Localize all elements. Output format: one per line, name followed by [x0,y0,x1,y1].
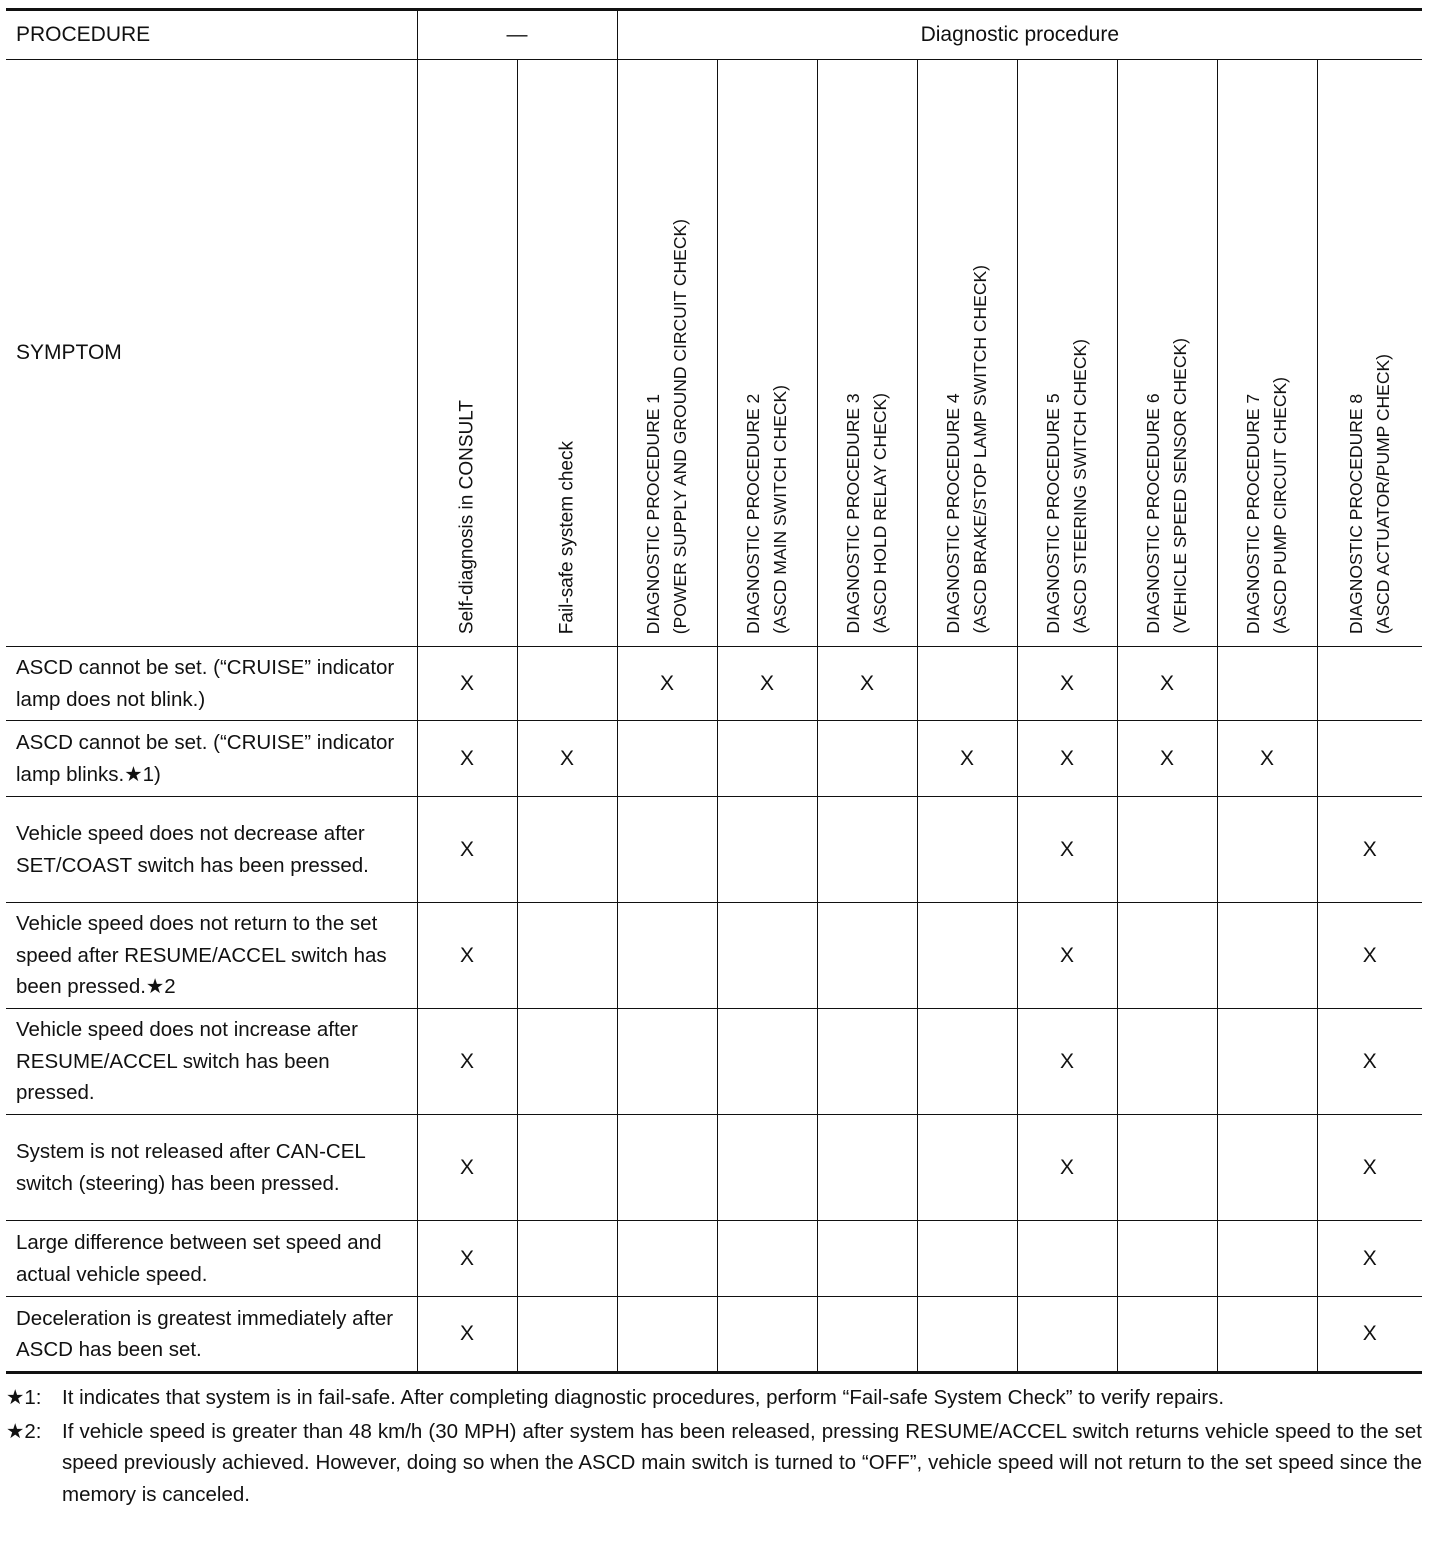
check-mark-cell [1017,1221,1117,1297]
procedure-dash: — [417,10,617,60]
check-mark-cell [517,1115,617,1221]
column-header-label: DIAGNOSTIC PROCEDURE 2 (ASCD MAIN SWITCH CHECK) [743,385,790,634]
check-mark-cell: X [1117,647,1217,721]
column-header-label: DIAGNOSTIC PROCEDURE 5 (ASCD STEERING SWITCH CHECK) [1043,339,1090,634]
column-header-2 [517,60,617,647]
check-mark-cell [1217,903,1317,1009]
check-mark-cell [817,1297,917,1373]
check-mark-cell [1117,1009,1217,1115]
check-mark-cell: X [1017,647,1117,721]
table-row [6,721,1422,797]
check-mark-cell [1017,1297,1117,1373]
check-mark-cell [917,797,1017,903]
check-mark-cell: X [1017,721,1117,797]
check-mark-cell: X [417,1297,517,1373]
footnote-text: If vehicle speed is greater than 48 km/h (30 MPH) after system has been released, pressing RESUME/ACCEL switch returns vehicle speed to the set speed previously achieved. However, doing so when the ASCD main switch is turned to “OFF”, vehicle speed will not return to the set speed since the memory is canceled. [62,1419,1422,1506]
procedure-label: PROCEDURE [6,10,417,60]
column-header-1 [417,60,517,647]
check-mark-cell [1317,721,1422,797]
check-mark-cell [1117,903,1217,1009]
check-mark-cell [717,721,817,797]
check-mark-cell [817,1221,917,1297]
column-header-label: DIAGNOSTIC PROCEDURE 3 (ASCD HOLD RELAY CHECK) [843,393,890,634]
footnote-text: It indicates that system is in fail-safe. After completing diagnostic procedures, perform “Fail-safe System Check” to verify repairs. [62,1386,1225,1409]
table-row [6,1297,1422,1373]
table-row [6,903,1422,1009]
check-mark-cell [717,1009,817,1115]
check-mark-cell: X [1317,1221,1422,1297]
table-row [6,1221,1422,1297]
check-mark-cell [1217,1297,1317,1373]
check-mark-cell [917,647,1017,721]
check-mark-cell: X [1217,721,1317,797]
symptom-cell: System is not released after CAN-CEL switch (steering) has been pressed. [6,1115,417,1221]
check-mark-cell [1117,1297,1217,1373]
check-mark-cell [717,903,817,1009]
check-mark-cell [617,721,717,797]
check-mark-cell [817,903,917,1009]
check-mark-cell: X [1317,903,1422,1009]
check-mark-cell [1217,1009,1317,1115]
check-mark-cell: X [417,797,517,903]
symptom-cell: ASCD cannot be set. (“CRUISE” indicator lamp does not blink.) [6,647,417,721]
check-mark-cell [917,1297,1017,1373]
check-mark-cell: X [417,903,517,1009]
symptom-cell: Large difference between set speed and actual vehicle speed. [6,1221,417,1297]
column-header-3 [617,60,717,647]
check-mark-cell: X [1317,797,1422,903]
check-mark-cell: X [717,647,817,721]
check-mark-cell [517,647,617,721]
column-header-10 [1317,60,1422,647]
check-mark-cell [1217,797,1317,903]
symptom-procedure-table [6,8,1422,1374]
check-mark-cell: X [817,647,917,721]
column-header-label: DIAGNOSTIC PROCEDURE 1 (POWER SUPPLY AND GROUND CIRCUIT CHECK) [643,218,690,634]
symptom-cell: Vehicle speed does not decrease after SET/COAST switch has been pressed. [6,797,417,903]
check-mark-cell [617,1297,717,1373]
check-mark-cell [617,797,717,903]
check-mark-cell [1117,1115,1217,1221]
column-header-4 [717,60,817,647]
check-mark-cell [1317,647,1422,721]
check-mark-cell [1117,1221,1217,1297]
table-row [6,1115,1422,1221]
check-mark-cell: X [417,1115,517,1221]
check-mark-cell: X [417,721,517,797]
column-header-8 [1117,60,1217,647]
check-mark-cell [517,797,617,903]
check-mark-cell [817,721,917,797]
symptom-cell: Vehicle speed does not increase after RESUME/ACCEL switch has been pressed. [6,1009,417,1115]
check-mark-cell [1217,1115,1317,1221]
table-row [6,797,1422,903]
check-mark-cell: X [1017,1009,1117,1115]
check-mark-cell: X [417,1221,517,1297]
check-mark-cell [1117,797,1217,903]
check-mark-cell [717,1297,817,1373]
check-mark-cell [917,1221,1017,1297]
check-mark-cell: X [1017,1115,1117,1221]
column-header-5 [817,60,917,647]
check-mark-cell: X [1017,797,1117,903]
header-row-procedure [6,10,1422,60]
symptom-label: SYMPTOM [6,60,417,647]
symptom-cell: Deceleration is greatest immediately after ASCD has been set. [6,1297,417,1373]
table-row [6,1009,1422,1115]
footnote-marker: ★1: [6,1386,42,1409]
symptom-cell: Vehicle speed does not return to the set speed after RESUME/ACCEL switch has been pressed.★2 [6,903,417,1009]
check-mark-cell [817,797,917,903]
footnote [6,1416,1422,1511]
check-mark-cell [717,797,817,903]
symptom-cell: ASCD cannot be set. (“CRUISE” indicator lamp blinks.★1) [6,721,417,797]
check-mark-cell: X [617,647,717,721]
check-mark-cell [1217,1221,1317,1297]
check-mark-cell: X [517,721,617,797]
check-mark-cell: X [917,721,1017,797]
column-header-6 [917,60,1017,647]
check-mark-cell [517,1297,617,1373]
column-header-label: Self-diagnosis in CONSULT [456,399,478,634]
diagnostic-procedure-label: Diagnostic procedure [617,10,1422,60]
check-mark-cell: X [417,1009,517,1115]
check-mark-cell: X [1317,1297,1422,1373]
check-mark-cell: X [1317,1009,1422,1115]
check-mark-cell [1217,647,1317,721]
column-header-label: DIAGNOSTIC PROCEDURE 7 (ASCD PUMP CIRCUIT CHECK) [1243,376,1290,634]
check-mark-cell [517,1009,617,1115]
check-mark-cell: X [1117,721,1217,797]
table-row [6,647,1422,721]
check-mark-cell [917,903,1017,1009]
footnote-marker: ★2: [6,1419,42,1443]
column-header-9 [1217,60,1317,647]
check-mark-cell: X [1317,1115,1422,1221]
column-header-label: DIAGNOSTIC PROCEDURE 4 (ASCD BRAKE/STOP LAMP SWITCH CHECK) [943,265,990,634]
column-header-label: DIAGNOSTIC PROCEDURE 8 (ASCD ACTUATOR/PUMP CHECK) [1345,353,1393,634]
column-header-label: DIAGNOSTIC PROCEDURE 6 (VEHICLE SPEED SENSOR CHECK) [1143,338,1190,634]
check-mark-cell [917,1115,1017,1221]
check-mark-cell [817,1115,917,1221]
check-mark-cell [717,1221,817,1297]
check-mark-cell [617,1221,717,1297]
check-mark-cell [617,1009,717,1115]
check-mark-cell [517,1221,617,1297]
check-mark-cell: X [417,647,517,721]
diagnostic-chart [6,8,1422,1510]
check-mark-cell [617,903,717,1009]
check-mark-cell [517,903,617,1009]
check-mark-cell [717,1115,817,1221]
check-mark-cell [617,1115,717,1221]
check-mark-cell [817,1009,917,1115]
check-mark-cell [917,1009,1017,1115]
footnotes [6,1382,1422,1510]
footnote [6,1382,1422,1414]
check-mark-cell: X [1017,903,1117,1009]
header-row-columns [6,60,1422,647]
column-header-7 [1017,60,1117,647]
column-header-label: Fail-safe system check [556,440,578,634]
